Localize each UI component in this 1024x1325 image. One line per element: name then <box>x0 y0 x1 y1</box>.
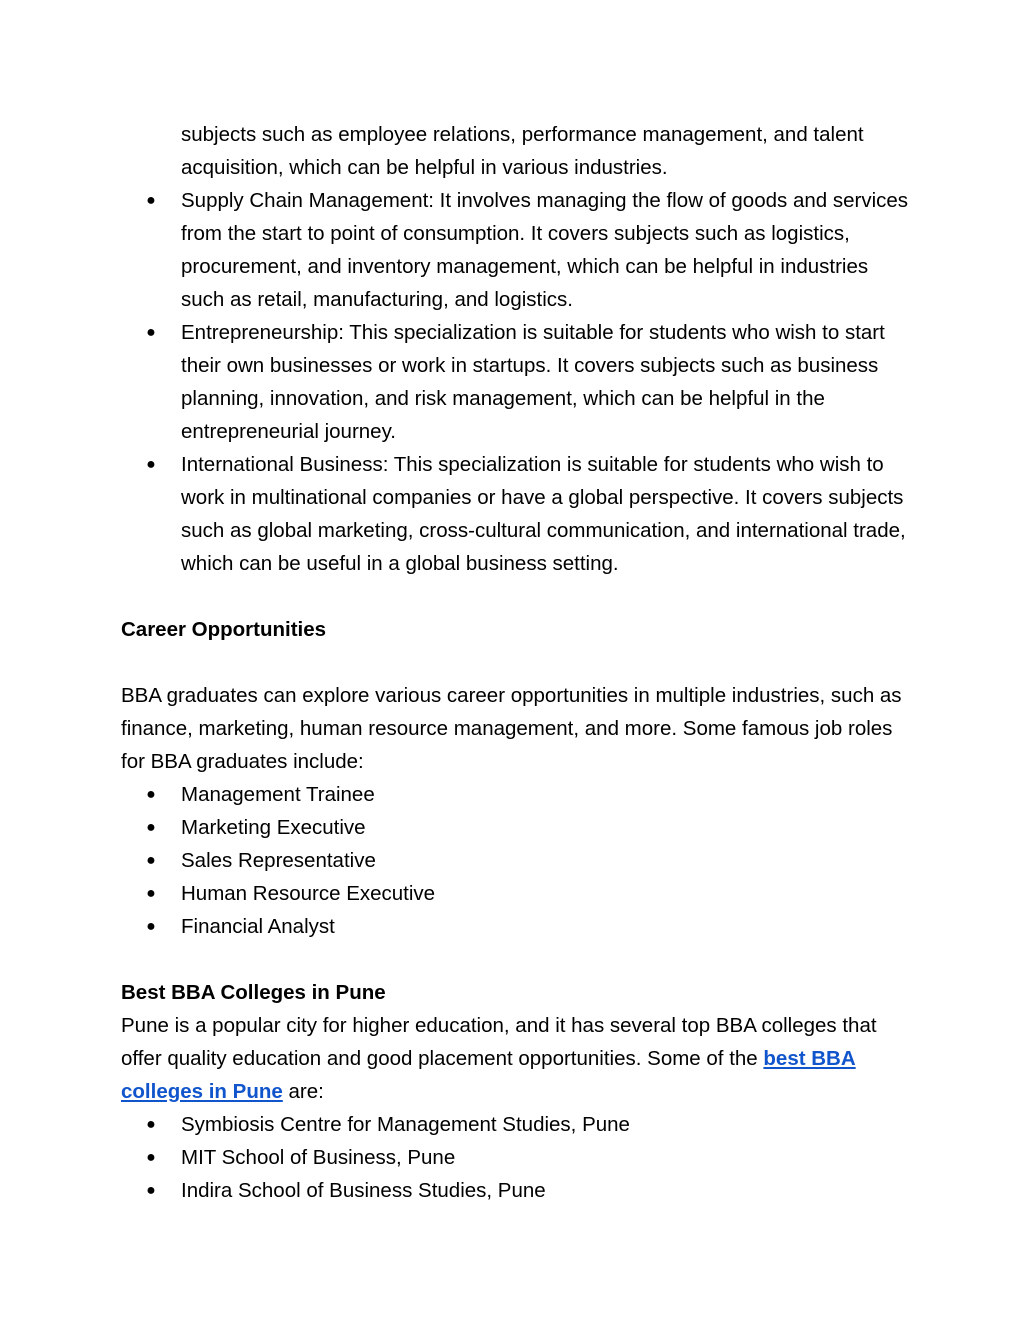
bullet-icon: ● <box>146 1149 156 1166</box>
document-body <box>121 118 911 1207</box>
role-label: Sales Representative <box>181 849 376 872</box>
list-item <box>121 1108 911 1141</box>
list-item <box>121 1141 911 1174</box>
role-label: Financial Analyst <box>181 915 335 938</box>
list-item <box>121 778 911 811</box>
bullet-icon: ● <box>146 1182 156 1199</box>
colleges-intro-after: are: <box>282 1080 324 1103</box>
list-item <box>121 877 911 910</box>
bullet-icon: ● <box>146 456 156 473</box>
list-item <box>121 448 911 580</box>
bullet-icon: ● <box>146 1116 156 1133</box>
college-name: Symbiosis Centre for Management Studies, Pune <box>181 1113 630 1136</box>
list-item <box>121 811 911 844</box>
list-item <box>121 316 911 448</box>
colleges-intro <box>121 1009 911 1108</box>
role-label: Management Trainee <box>181 783 375 806</box>
list-item <box>121 184 911 316</box>
career-heading: Career Opportunities <box>121 618 327 641</box>
bullet-icon: ● <box>146 786 156 803</box>
specialization-entrepreneurship: Entrepreneurship: This specialization is suitable for students who wish to start their own businesses or work in startups. It covers subjects such as business planning, innovation, and risk management, which can be helpful in the entrepreneurial journey. <box>181 321 885 443</box>
colleges-intro-before: Pune is a popular city for higher education, and it has several top BBA colleges that offer quality education and good placement opportunities. Some of the <box>121 1014 877 1070</box>
college-name: MIT School of Business, Pune <box>181 1146 456 1169</box>
best-bba-colleges-link[interactable]: best BBA colleges in Pune <box>121 1047 856 1103</box>
list-item <box>121 844 911 877</box>
college-name: Indira School of Business Studies, Pune <box>181 1179 546 1202</box>
specialization-continuation: subjects such as employee relations, performance management, and talent acquisition, which can be helpful in various industries. <box>181 123 864 179</box>
bullet-icon: ● <box>146 918 156 935</box>
career-roles-list <box>121 778 911 943</box>
specialization-international-business: International Business: This specialization is suitable for students who wish to work in multinational companies or have a global perspective. It covers subjects such as global marketing, cross-cultural communication, and international trade, which can be useful in a global business setting. <box>181 453 906 575</box>
colleges-list <box>121 1108 911 1207</box>
bullet-icon: ● <box>146 885 156 902</box>
role-label: Marketing Executive <box>181 816 366 839</box>
list-item <box>121 1174 911 1207</box>
career-intro: BBA graduates can explore various career opportunities in multiple industries, such as finance, marketing, human resource management, and more. Some famous job roles for BBA graduates include: <box>121 684 902 773</box>
specialization-supply-chain: Supply Chain Management: It involves managing the flow of goods and services from the start to point of consumption. It covers subjects such as logistics, procurement, and inventory management, which can be helpful in industries such as retail, manufacturing, and logistics. <box>181 189 909 311</box>
bullet-icon: ● <box>146 324 156 341</box>
colleges-heading: Best BBA Colleges in Pune <box>121 981 386 1004</box>
list-item <box>121 910 911 943</box>
bullet-icon: ● <box>146 819 156 836</box>
bullet-icon: ● <box>146 852 156 869</box>
role-label: Human Resource Executive <box>181 882 436 905</box>
specialization-list <box>121 184 911 580</box>
bullet-icon: ● <box>146 192 156 209</box>
